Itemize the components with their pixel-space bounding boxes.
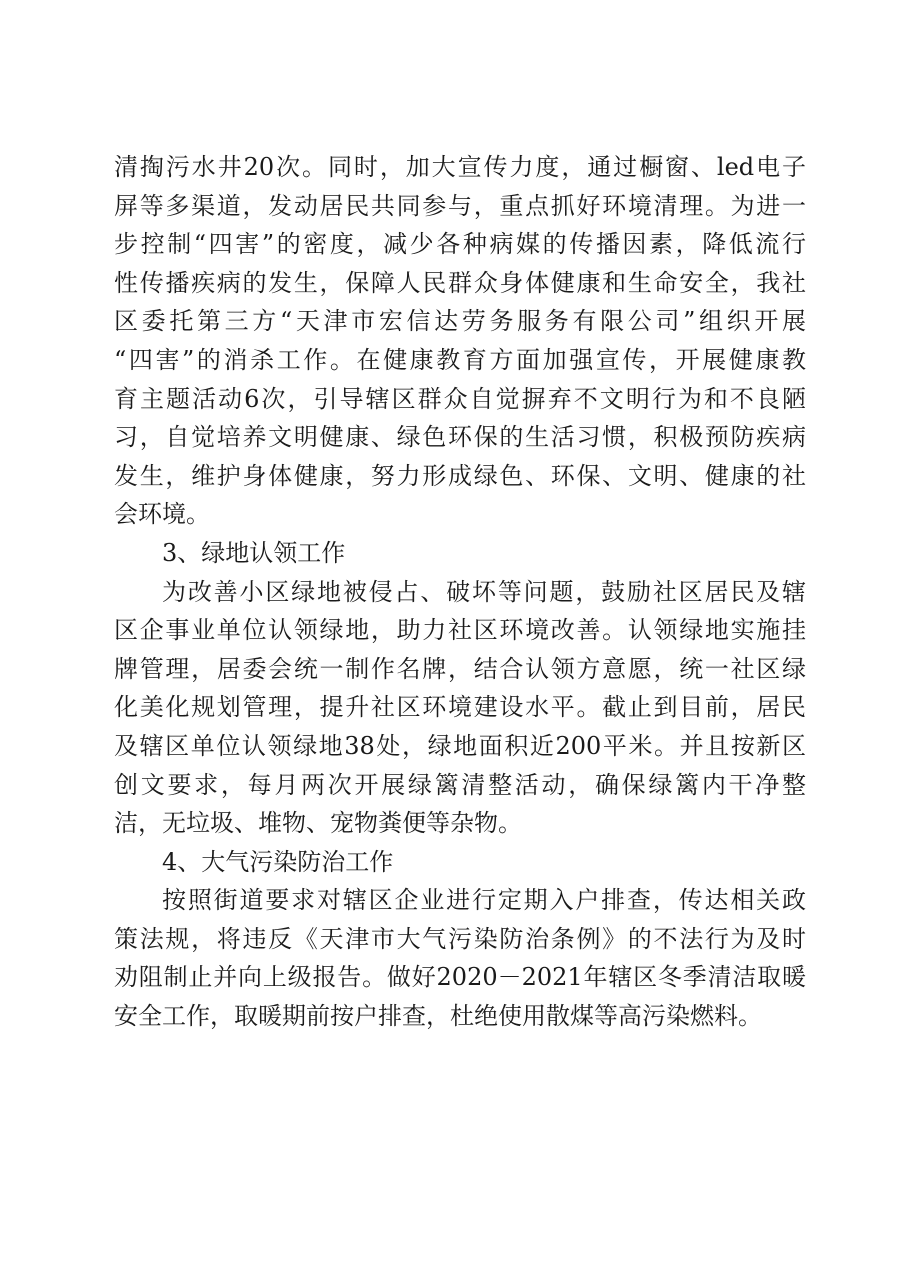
- paragraph-line: 劝阻制止并向上级报告。做好2020－2021年辖区冬季清洁取暖: [114, 963, 806, 992]
- section-heading: 3、绿地认领工作: [162, 538, 346, 567]
- paragraph-line: 按照街道要求对辖区企业进行定期入户排查，传达相关政: [162, 886, 806, 915]
- paragraph-line: 创文要求，每月两次开展绿篱清整活动，确保绿篱内干净整: [114, 770, 806, 799]
- section-heading: 4、大气污染防治工作: [162, 847, 394, 876]
- paragraph-line: 性传播疾病的发生，保障人民群众身体健康和生命安全，我社: [114, 268, 806, 297]
- paragraph-line: 牌管理，居委会统一制作名牌，结合认领方意愿，统一社区绿: [114, 654, 806, 683]
- paragraph-line: 化美化规划管理，提升社区环境建设水平。截止到目前，居民: [114, 693, 806, 722]
- paragraph-line: 步控制“四害”的密度，减少各种病媒的传播因素，降低流行: [114, 230, 806, 259]
- paragraph-line: 为改善小区绿地被侵占、破坏等问题，鼓励社区居民及辖: [162, 577, 806, 606]
- paragraph-line: 洁，无垃圾、堆物、宠物粪便等杂物。: [114, 809, 522, 838]
- paragraph-line: 习，自觉培养文明健康、绿色环保的生活习惯，积极预防疾病: [114, 423, 806, 452]
- paragraph-line: 区委托第三方“天津市宏信达劳务服务有限公司”组织开展: [114, 307, 806, 336]
- paragraph-line: 区企事业单位认领绿地，助力社区环境改善。认领绿地实施挂: [114, 616, 806, 645]
- paragraph-line: 清掏污水井20次。同时，加大宣传力度，通过橱窗、led电子: [114, 153, 806, 181]
- document-page: [114, 148, 806, 1036]
- paragraph-line: 及辖区单位认领绿地38处，绿地面积近200平米。并且按新区: [114, 731, 806, 760]
- paragraph-line: “四害”的消杀工作。在健康教育方面加强宣传，开展健康教: [114, 345, 806, 374]
- paragraph-line: 屏等多渠道，发动居民共同参与，重点抓好环境清理。为进一: [114, 191, 806, 220]
- paragraph-line: 发生，维护身体健康，努力形成绿色、环保、文明、健康的社: [114, 461, 806, 490]
- paragraph-line: 安全工作，取暖期前按户排查，杜绝使用散煤等高污染燃料。: [114, 1002, 762, 1031]
- paragraph-line: 会环境。: [114, 500, 210, 529]
- paragraph-line: 育主题活动6次，引导辖区群众自觉摒弃不文明行为和不良陋: [114, 384, 806, 413]
- paragraph-line: 策法规，将违反《天津市大气污染防治条例》的不法行为及时: [114, 924, 806, 953]
